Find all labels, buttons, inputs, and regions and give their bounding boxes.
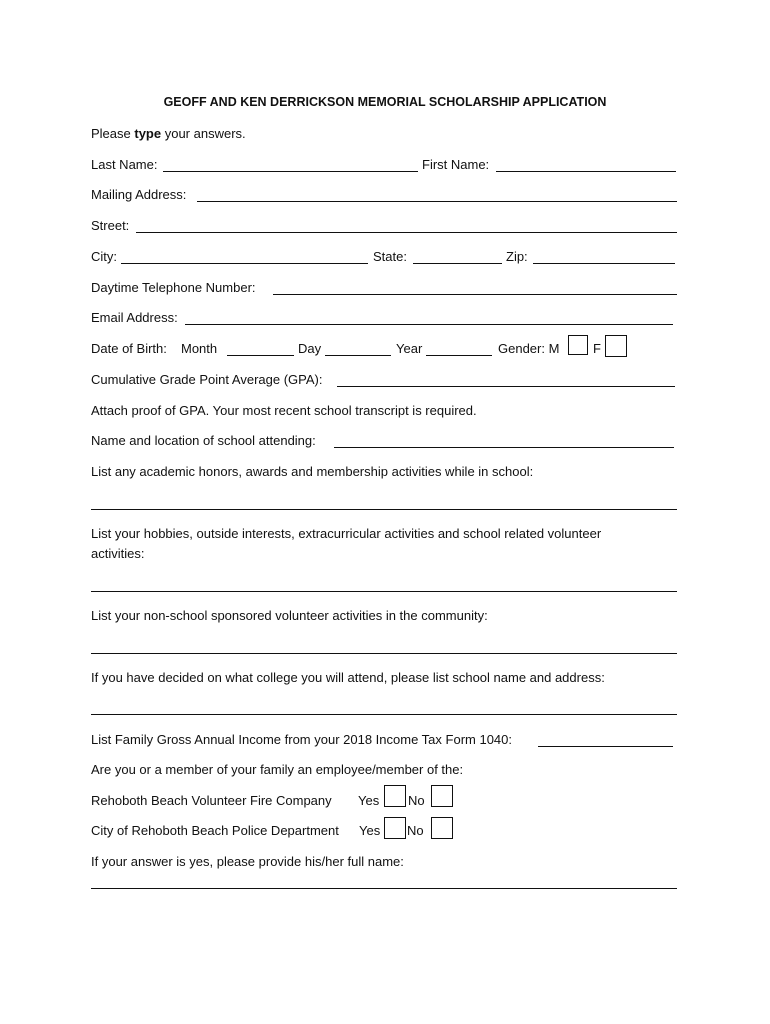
zip-label: Zip: bbox=[506, 249, 528, 264]
school-label: Name and location of school attending: bbox=[91, 433, 316, 448]
city-label: City: bbox=[91, 249, 117, 264]
volunteer-label: List your non-school sponsored volunteer activities in the community: bbox=[91, 608, 488, 623]
full-name-field[interactable] bbox=[91, 888, 677, 889]
honors-field[interactable] bbox=[91, 509, 677, 510]
gender-m-checkbox[interactable] bbox=[568, 335, 588, 355]
police-yes-label: Yes bbox=[359, 823, 381, 838]
year-label: Year bbox=[396, 341, 423, 356]
dob-label: Date of Birth: bbox=[91, 341, 167, 356]
mailing-address-field[interactable] bbox=[197, 201, 677, 202]
mailing-address-label: Mailing Address: bbox=[91, 187, 187, 202]
email-field[interactable] bbox=[185, 324, 673, 325]
email-label: Email Address: bbox=[91, 310, 178, 325]
day-label: Day bbox=[298, 341, 322, 356]
month-label: Month bbox=[181, 341, 218, 356]
form-title: GEOFF AND KEN DERRICKSON MEMORIAL SCHOLARSHIP APPLICATION bbox=[163, 95, 607, 109]
honors-label: List any academic honors, awards and membership activities while in school: bbox=[91, 464, 534, 479]
street-label: Street: bbox=[91, 218, 130, 233]
income-label: List Family Gross Annual Income from your 2018 Income Tax Form 1040: bbox=[91, 732, 512, 747]
hobbies-label-line1: List your hobbies, outside interests, extracurricular activities and school related volunteer bbox=[91, 526, 602, 541]
police-no-label: No bbox=[407, 823, 424, 838]
gpa-label: Cumulative Grade Point Average (GPA): bbox=[91, 372, 323, 387]
state-label: State: bbox=[373, 249, 407, 264]
income-field[interactable] bbox=[538, 746, 673, 747]
day-field[interactable] bbox=[325, 355, 391, 356]
gender-f-label: F bbox=[593, 341, 601, 356]
gender-label: Gender: M bbox=[498, 341, 560, 356]
full-name-label: If your answer is yes, please provide his/her full name: bbox=[91, 854, 404, 869]
gpa-note: Attach proof of GPA. Your most recent school transcript is required. bbox=[91, 403, 477, 418]
last-name-label: Last Name: bbox=[91, 157, 158, 172]
fire-yes-label: Yes bbox=[358, 793, 380, 808]
first-name-field[interactable] bbox=[496, 171, 676, 172]
fire-yes-checkbox[interactable] bbox=[384, 785, 406, 807]
police-yes-checkbox[interactable] bbox=[384, 817, 406, 839]
street-field[interactable] bbox=[136, 232, 677, 233]
fire-no-label: No bbox=[408, 793, 425, 808]
school-field[interactable] bbox=[334, 447, 674, 448]
gpa-field[interactable] bbox=[337, 386, 675, 387]
fire-company-label: Rehoboth Beach Volunteer Fire Company bbox=[91, 793, 332, 808]
last-name-field[interactable] bbox=[163, 171, 418, 172]
year-field[interactable] bbox=[426, 355, 492, 356]
phone-label: Daytime Telephone Number: bbox=[91, 280, 256, 295]
state-field[interactable] bbox=[413, 263, 502, 264]
hobbies-field[interactable] bbox=[91, 591, 677, 592]
fire-no-checkbox[interactable] bbox=[431, 785, 453, 807]
first-name-label: First Name: bbox=[422, 157, 490, 172]
city-field[interactable] bbox=[121, 263, 368, 264]
police-label: City of Rehoboth Beach Police Department bbox=[91, 823, 339, 838]
zip-field[interactable] bbox=[533, 263, 675, 264]
volunteer-field[interactable] bbox=[91, 653, 677, 654]
employee-question: Are you or a member of your family an employee/member of the: bbox=[91, 762, 464, 777]
college-label: If you have decided on what college you will attend, please list school name and address: bbox=[91, 670, 605, 685]
college-field[interactable] bbox=[91, 714, 677, 715]
phone-field[interactable] bbox=[273, 294, 677, 295]
police-no-checkbox[interactable] bbox=[431, 817, 453, 839]
hobbies-label-line2: activities: bbox=[91, 546, 145, 561]
month-field[interactable] bbox=[227, 355, 294, 356]
instruction-text: Please type your answers. bbox=[91, 126, 246, 141]
gender-f-checkbox[interactable] bbox=[605, 335, 627, 357]
